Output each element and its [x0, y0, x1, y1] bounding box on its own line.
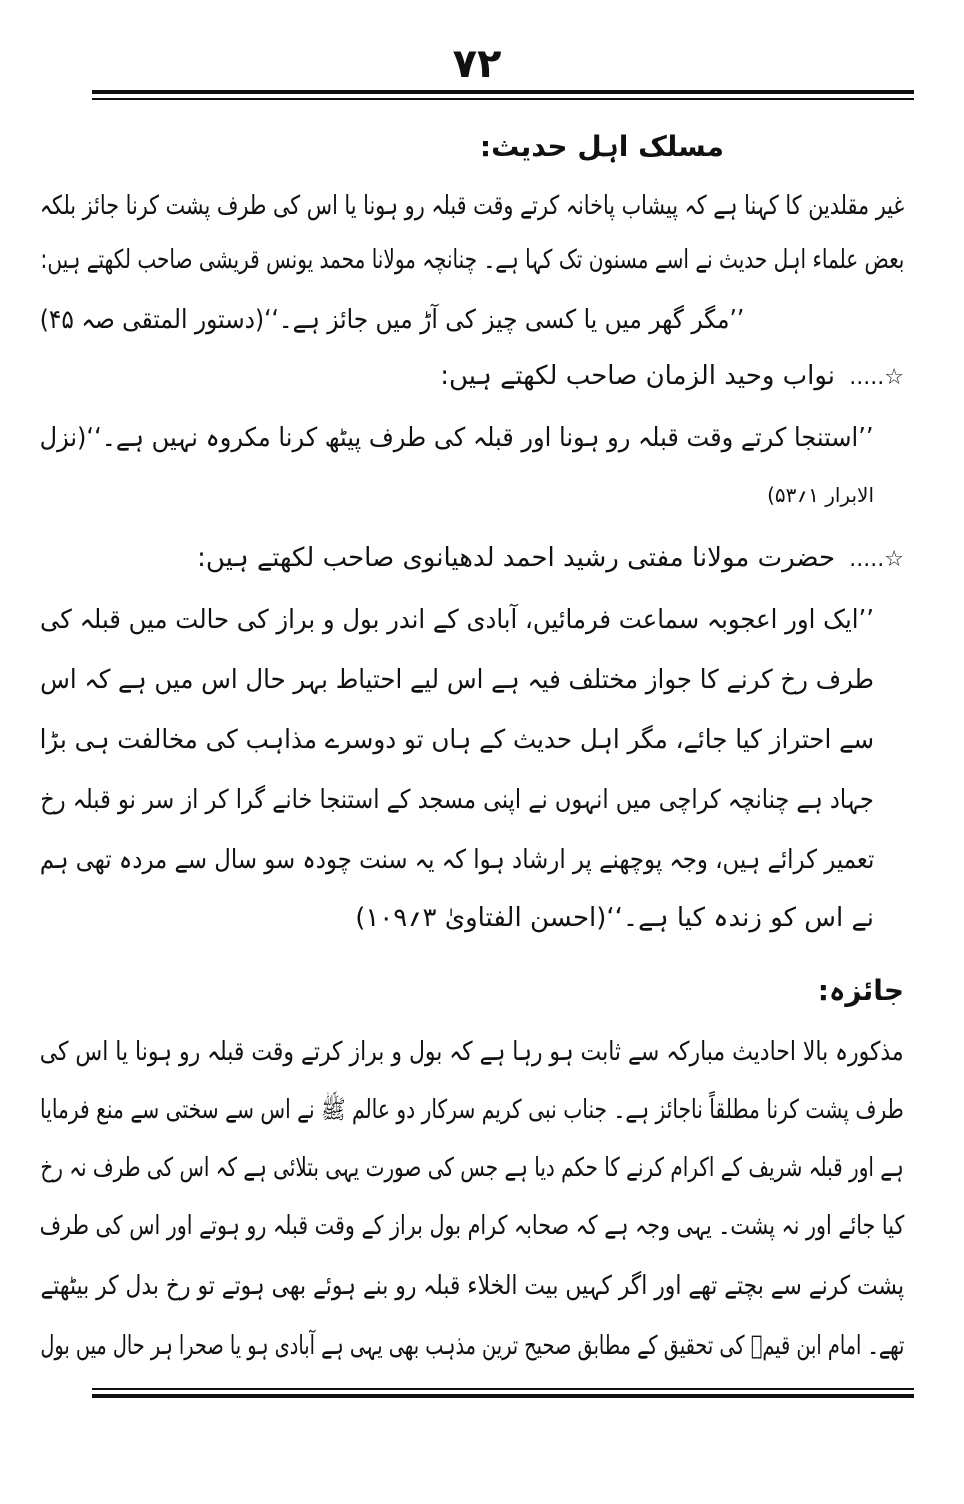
- header-rule-thick: [92, 90, 914, 94]
- quote-line: تعمیر کرائے ہیں، وجہ پوچھنے پر ارشاد ہوا کہ یہ سنت چودہ سو سال سے مردہ تھی ہم: [39, 845, 874, 875]
- body-line: پشت کرنے سے بچتے تھے اور اگر کہیں بیت الخلاء قبلہ رو بنے ہوئے بھی ہوتے تو رخ بدل کر بیٹھتے: [40, 1271, 904, 1301]
- body-line: مذکورہ بالا احادیث مبارکہ سے ثابت ہو رہا ہے کہ بول و براز کرتے وقت قبلہ رو ہونا یا اس کی: [40, 1037, 904, 1067]
- page-number: ۷۲: [452, 41, 502, 87]
- quote-line: جہاد ہے چنانچہ کراچی میں انہوں نے اپنی مسجد کے استنجا خانے گرا کر از سر نو قبلہ رخ: [40, 785, 874, 815]
- list-item-text: حضرت مولانا مفتی رشید احمد لدھیانوی صاحب لکھتے ہیں:: [197, 543, 836, 573]
- list-item-text: نواب وحید الزمان صاحب لکھتے ہیں:: [440, 361, 836, 391]
- body-line: بعض علماء اہل حدیث نے اسے مسنون تک کہا ہے۔ چنانچہ مولانا محمد یونس قریشی صاحب لکھتے ہیں:: [40, 245, 904, 275]
- quote-line: ’’استنجا کرتے وقت قبلہ رو ہونا اور قبلہ کی طرف پیٹھ کرنا مکروہ نہیں ہے۔‘‘(نزل: [40, 423, 874, 453]
- quote-line: سے احتراز کیا جائے، مگر اہل حدیث کے ہاں تو دوسرے مذاہب کی مخالفت ہی بڑا: [39, 725, 874, 755]
- list-item-intro: [440, 362, 904, 391]
- quote-line: ’’مگر گھر میں یا کسی چیز کی آڑ میں جائز ہے۔‘‘(دستور المتقی صہ ۴۵): [39, 305, 744, 335]
- body-line: غیر مقلدین کا کہنا ہے کہ پیشاب پاخانہ کرتے وقت قبلہ رو ہونا یا اس کی طرف پشت کرنا جائز بلکہ: [39, 191, 904, 221]
- footer-rule-thick: [92, 1394, 914, 1398]
- quote-line: طرف رخ کرنے کا جواز مختلف فیہ ہے اس لیے احتیاط بہر حال اس میں ہے کہ اس: [40, 665, 874, 695]
- section-heading-ahl-e-hadith: مسلک اہل حدیث:: [479, 130, 724, 163]
- star-bullet-icon: ☆.....: [849, 365, 904, 390]
- quote-line: نے اس کو زندہ کیا ہے۔‘‘(احسن الفتاویٰ ۳؍۱۰۹): [355, 903, 874, 933]
- section-heading-review: جائزہ:: [817, 974, 904, 1007]
- body-line: ہے اور قبلہ شریف کے اکرام کرنے کا حکم دیا ہے جس کی صورت یہی بتلائی ہے کہ اس کی طرف نہ رخ: [40, 1153, 904, 1183]
- body-line: تھے۔ امام ابن قیمؒ کی تحقیق کے مطابق صحیح ترین مذہب بھی یہی ہے آبادی ہو یا صحرا ہر حال میں بول: [40, 1331, 904, 1361]
- footer-rule-thin: [92, 1388, 914, 1390]
- quote-line: ’’ایک اور اعجوبہ سماعت فرمائیں، آبادی کے اندر بول و براز کی حالت میں قبلہ کی: [40, 605, 874, 635]
- header-rule-thin: [92, 98, 914, 100]
- list-item-intro: [197, 544, 904, 573]
- body-line: کیا جائے اور نہ پشت۔ یہی وجہ ہے کہ صحابہ کرام بول براز کے وقت قبلہ رو ہوتے اور اس کی طرف: [39, 1211, 904, 1241]
- star-bullet-icon: ☆.....: [849, 547, 904, 572]
- quote-line: الابرار ۱؍۵۳): [767, 483, 874, 507]
- body-line: طرف پشت کرنا مطلقاً ناجائز ہے۔ جناب نبی کریم سرکار دو عالم ﷺ نے اس سے سختی سے منع فرمایا: [40, 1095, 904, 1125]
